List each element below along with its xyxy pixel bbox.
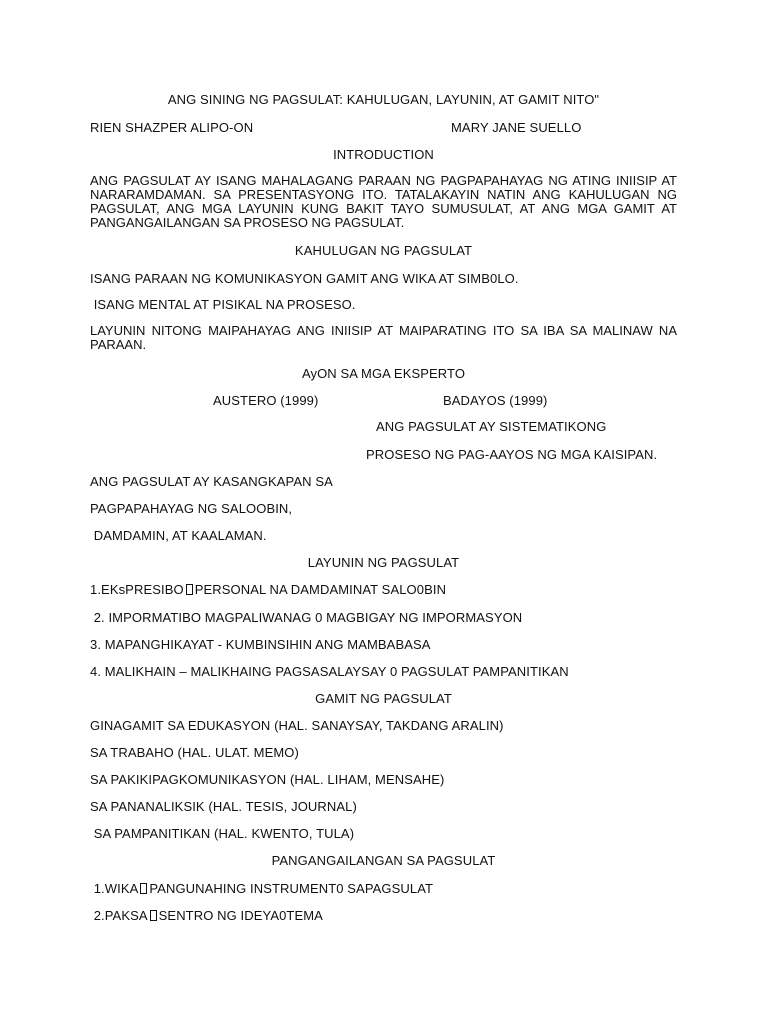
gamit-item-1: GINAGAMIT SA EDUKASYON (HAL. SANAYSAY, TAKDANG ARALIN) xyxy=(90,718,504,733)
missing-glyph-icon xyxy=(150,910,157,921)
layunin-item-1-desc: PERSONAL NA DAMDAMINAT SALO0BIN xyxy=(194,582,447,597)
badayos-line-1: ANG PAGSULAT AY SISTEMATIKONG xyxy=(376,419,607,434)
intro-heading: INTRODUCTION xyxy=(333,147,434,162)
kahulugan-item-2: ISANG MENTAL AT PISIKAL NA PROSESO. xyxy=(90,297,356,312)
kahulugan-item-3: LAYUNIN NITONG MAIPAHAYAG ANG INIISIP AT MAIPARATING ITO SA IBA SA MALINAW NA PARAAN. xyxy=(90,323,677,352)
pangangailangan-heading: PANGANGAILANGAN SA PAGSULAT xyxy=(271,853,496,868)
layunin-item-1-term: 1.EKsPRESIBO xyxy=(90,582,184,597)
author-left: RIEN SHAZPER ALIPO-ON xyxy=(90,120,254,135)
pang-item-1-term: 1.WIKA xyxy=(90,881,139,896)
kahulugan-heading: KAHULUGAN NG PAGSULAT xyxy=(294,243,473,258)
kahulugan-item-1: ISANG PARAAN NG KOMUNIKASYON GAMIT ANG WIKA AT SIMB0LO. xyxy=(90,271,519,286)
pangangailangan-item-2 xyxy=(90,908,323,923)
author-right: MARY JANE SUELLO xyxy=(451,120,582,135)
pang-item-1-desc: PANGUNAHING INSTRUMENT0 SAPAGSULAT xyxy=(149,881,434,896)
layunin-item-3: 3. MAPANGHIKAYAT - KUMBINSIHIN ANG MAMBABASA xyxy=(90,637,431,652)
intro-paragraph: ANG PAGSULAT AY ISANG MAHALAGANG PARAAN NG PAGPAPAHAYAG NG ATING INIISIP AT NARARAMDAMAN. SA PRESENTASYONG ITO. TATALAKAYIN NATIN ANG KAHULUGAN NG PAGSULAT, ANG MGA LAYUNIN KUNG BAKIT TAYO SUMUSULAT, AT ANG MGA GAMIT AT PANGANGAILANGAN SA PROSESO NG PAGSULAT. xyxy=(90,173,677,230)
gamit-item-5: SA PAMPANITIKAN (HAL. KWENTO, TULA) xyxy=(90,826,355,841)
gamit-item-2: SA TRABAHO (HAL. ULAT. MEMO) xyxy=(90,745,299,760)
missing-glyph-icon xyxy=(186,584,193,595)
missing-glyph-icon xyxy=(140,883,147,894)
badayos-line-2: PROSESO NG PAG-AAYOS NG MGA KAISIPAN. xyxy=(366,447,658,462)
pang-item-2-term: 2.PAKSA xyxy=(90,908,148,923)
austero-line-3: DAMDAMIN, AT KAALAMAN. xyxy=(90,528,267,543)
eksperto-heading: AyON SA MGA EKSPERTO xyxy=(301,366,466,381)
document-title: ANG SINING NG PAGSULAT: KAHULUGAN, LAYUNIN, AT GAMIT NITO" xyxy=(167,92,600,107)
layunin-item-1 xyxy=(90,582,446,597)
layunin-item-2: 2. IMPORMATIBO MAGPALIWANAG 0 MAGBIGAY NG IMPORMASYON xyxy=(90,610,523,625)
austero-line-2: PAGPAPAHAYAG NG SALOOBIN, xyxy=(90,501,293,516)
layunin-item-4: 4. MALIKHAIN – MALIKHAING PAGSASALAYSAY 0 PAGSULAT PAMPANITIKAN xyxy=(90,664,569,679)
gamit-item-3: SA PAKIKIPAGKOMUNIKASYON (HAL. LIHAM, MENSAHE) xyxy=(90,772,445,787)
layunin-heading: LAYUNIN NG PAGSULAT xyxy=(307,555,460,570)
austero-line-1: ANG PAGSULAT AY KASANGKAPAN SA xyxy=(90,474,333,489)
pangangailangan-item-1 xyxy=(90,881,433,896)
pang-item-2-desc: SENTRO NG IDEYA0TEMA xyxy=(158,908,323,923)
gamit-item-4: SA PANANALIKSIK (HAL. TESIS, JOURNAL) xyxy=(90,799,357,814)
expert-right-name: BADAYOS (1999) xyxy=(443,393,548,408)
expert-left-name: AUSTERO (1999) xyxy=(213,393,319,408)
gamit-heading: GAMIT NG PAGSULAT xyxy=(315,691,452,706)
